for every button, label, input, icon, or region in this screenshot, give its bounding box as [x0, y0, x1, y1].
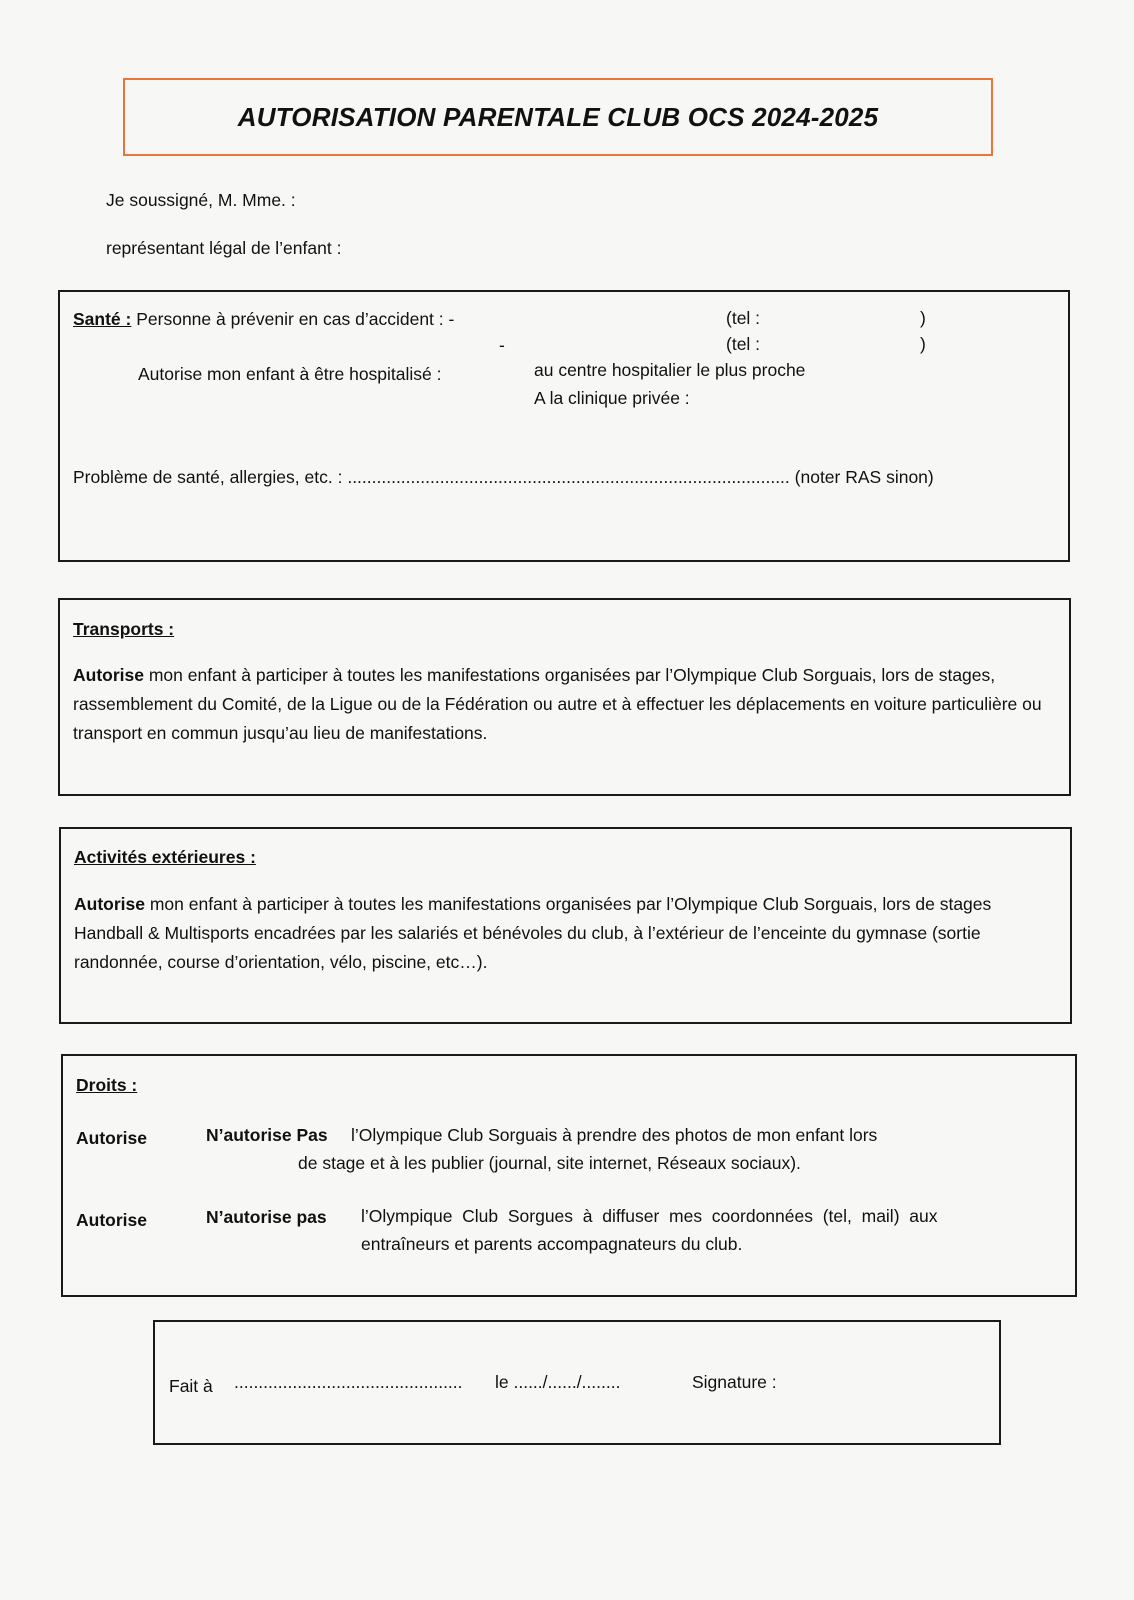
health-note: (noter RAS sinon)	[794, 467, 934, 487]
photo-nautorise-option: N’autorise Pas	[206, 1125, 328, 1145]
sante-heading: Santé :	[73, 309, 132, 329]
photo-text-1: l’Olympique Club Sorguais à prendre des photos de mon enfant lors	[351, 1125, 878, 1145]
contact-autorise-option: Autorise	[76, 1210, 147, 1230]
tel-2-close: )	[920, 334, 926, 354]
transports-autorise: Autorise	[73, 665, 144, 685]
droits-section	[61, 1054, 1077, 1297]
hospital-option-2: A la clinique privée :	[534, 388, 690, 408]
sante-contact-label: Personne à prévenir en cas d’accident : -	[136, 309, 455, 329]
title-box	[123, 78, 993, 156]
health-problem-line	[73, 467, 934, 488]
activites-text: mon enfant à participer à toutes les manifestations organisées par l’Olympique Club Sorguais, lors de stages Handball & Multisports encadrées par les salariés et bénévoles du club, à l’extérieur de l’enceinte du gymnase (sortie randonnée, course d’orientation, vélo, piscine, etc…).	[74, 894, 992, 972]
sante-contact-line	[73, 309, 454, 330]
activites-paragraph	[74, 890, 1064, 977]
hospitalisation-label: Autorise mon enfant à être hospitalisé :	[138, 364, 442, 384]
contact-text-1: l’Olympique Club Sorgues à diffuser mes coordonnées (tel, mail) aux	[361, 1206, 938, 1226]
tel-1-open: (tel :	[726, 308, 761, 328]
child-name-label: représentant légal de l’enfant :	[106, 238, 342, 258]
signature-label: Signature :	[692, 1372, 777, 1392]
health-problem-label: Problème de santé, allergies, etc. :	[73, 467, 343, 487]
tel-1-close: )	[920, 308, 926, 328]
photo-autorise-option: Autorise	[76, 1128, 147, 1148]
activites-heading: Activités extérieures :	[74, 847, 256, 867]
date-field: le ....../....../........	[495, 1372, 621, 1392]
transports-text: mon enfant à participer à toutes les manifestations organisées par l’Olympique Club Sorguais, lors de stages, rassemblement du Comité, de la Ligue ou de la Fédération ou autre et à effectuer les déplacements en voiture particulière ou transport en commun jusqu’au lieu de manifestations.	[73, 665, 1042, 743]
transports-paragraph	[73, 661, 1063, 748]
tel-2-open: (tel :	[726, 334, 761, 354]
transports-heading: Transports :	[73, 619, 175, 639]
sante-section	[58, 290, 1070, 562]
contact-nautorise-option: N’autorise pas	[206, 1207, 327, 1227]
sante-dash-2: -	[499, 335, 505, 355]
photo-text-2: de stage et à les publier (journal, site internet, Réseaux sociaux).	[298, 1153, 801, 1173]
activites-autorise: Autorise	[74, 894, 145, 914]
fait-a-label: Fait à	[169, 1376, 213, 1396]
droits-heading: Droits :	[76, 1075, 138, 1095]
fait-a-dots: ...............................................	[234, 1372, 463, 1392]
health-dots: ...........................................................................................	[347, 467, 790, 487]
parent-name-label: Je soussigné, M. Mme. :	[106, 190, 296, 210]
contact-text-2: entraîneurs et parents accompagnateurs du club.	[361, 1234, 743, 1254]
page-title: AUTORISATION PARENTALE CLUB OCS 2024-2025	[237, 101, 879, 132]
hospital-option-1: au centre hospitalier le plus proche	[534, 360, 806, 380]
